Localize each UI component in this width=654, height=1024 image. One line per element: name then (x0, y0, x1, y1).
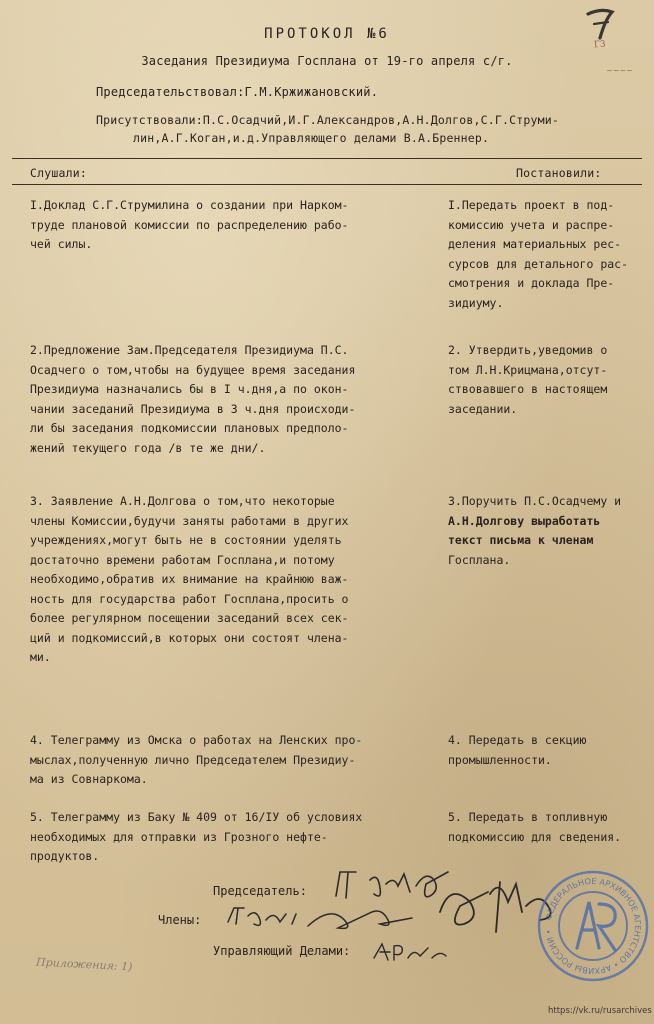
text-line: продуктов. (30, 849, 100, 863)
column-decided-header: Постановили: (516, 166, 602, 180)
item-1-heard (30, 196, 349, 255)
text-line: необходимых для отправки из Грозного нефте- (30, 829, 328, 844)
text-line: сурсов для детального рас- (448, 256, 629, 271)
present-line-2: лин,А.Г.Коган,и.д.Управляющего делами В.А.Бреннер. (133, 131, 490, 145)
text-line: смотрения и доклада Пре- (448, 276, 615, 290)
text-line: 5. Телеграмму из Баку № 409 от 16/IУ об условиях (30, 810, 363, 824)
item-2-decided (448, 341, 607, 419)
members-label: Члены: (158, 913, 202, 927)
text-line: 2.Предложение Зам.Председателя Президиума П.С. (30, 343, 349, 357)
text-line: члены Комиссии,будучи заняты работами в других (30, 513, 349, 528)
pencil-mark-2: ~~~~ (606, 66, 633, 75)
protocol-subtitle: Заседания Президиума Госплана от 19-го апреля с/г. (141, 54, 513, 68)
manager-signature (370, 938, 450, 966)
text-line: чании заседаний Президиума в 3 ч.дня происходи- (30, 401, 356, 416)
archive-stamp-logo (537, 870, 649, 982)
text-line: заседании. (448, 401, 518, 416)
column-heard-header: Слушали: (30, 166, 87, 180)
text-line: I.Передать проект в под- (448, 198, 615, 212)
text-line: Осадчего о том,чтобы на будущее время заседания (30, 362, 356, 377)
divider-top (12, 158, 642, 159)
text-line: 4. Передать в секцию (448, 733, 587, 747)
text-line: ма из Совнаркома. (30, 772, 148, 786)
text-line: 5. Передать в топливную (448, 810, 608, 824)
protocol-title: ПРОТОКОЛ №6 (264, 26, 390, 42)
item-4-heard (30, 731, 362, 790)
text-line: деления материальных рес- (448, 237, 622, 251)
text-line: жений текущего года /в те же дни/. (30, 440, 266, 455)
text-line: чей силы. (30, 237, 93, 251)
chairman-line: Председательствовал:Г.М.Кржижановский. (96, 85, 379, 99)
text-line: 3.Поручить П.С.Осадчему и (448, 494, 622, 508)
text-line: комиссию учета и распре- (448, 217, 615, 232)
text-line: ность для государства работ Госплана,просить о (30, 591, 349, 606)
text-line: учреждениях,могут быть не в состоянии уделять (30, 533, 342, 547)
item-3-heard (30, 492, 349, 668)
text-line: 3. Заявление А.Н.Долгова о том,что некоторые (30, 494, 335, 508)
text-line: труде плановой комиссии по распределению рабо- (30, 217, 349, 232)
present-line-1: Присутствовали:П.С.Осадчий,И.Г.Александров,А.Н.Долгов,С.Г.Струми- (96, 113, 560, 127)
text-line: том Л.Н.Крицмана,отсут- (448, 362, 608, 377)
text-line: А.Н.Долгову выработать (448, 513, 601, 528)
item-3-decided (448, 492, 621, 570)
text-line: подкомиссию для сведения. (448, 829, 622, 844)
text-line: Президиума назначались бы в I ч.дня,а по окон- (30, 382, 349, 396)
text-line: 4. Телеграмму из Омска о работах на Ленских про- (30, 733, 363, 747)
attachment-note: Приложения: 1) (35, 955, 133, 974)
item-4-decided (448, 731, 586, 770)
manager-label: Управляющий Делами: (213, 944, 351, 958)
pencil-mark: Г3 (593, 39, 607, 51)
text-line: ми. (30, 650, 51, 664)
text-line: достаточно времени работам Госплана,и потому (30, 552, 335, 567)
item-5-heard (30, 808, 362, 867)
divider-header (12, 184, 642, 185)
text-line: Госплана. (448, 552, 511, 567)
text-line: промышленности. (448, 752, 552, 767)
text-line: ствовавшего в настоящем (448, 382, 608, 396)
text-line: ли бы заседания подкомиссии плановых предполо- (30, 421, 349, 435)
svg-text:ФЕДЕРАЛЬНОЕ АРХИВНОЕ АГЕНТСТВО: ФЕДЕРАЛЬНОЕ АРХИВНОЕ АГЕНТСТВО • АРХИВЫ РОССИИ • (543, 875, 644, 977)
members-signatures (222, 900, 422, 934)
text-line: I.Доклад С.Г.Струмилина о создании при Нарком- (30, 198, 349, 212)
item-1-decided (448, 196, 628, 313)
text-line: зидиуму. (448, 295, 504, 310)
text-line: мыслах,полученную лично Председателем Президиу- (30, 752, 356, 767)
chairman-label: Председатель: (213, 884, 307, 898)
item-2-heard (30, 341, 355, 458)
text-line: необходимо,обратив их внимание на крайнюю важ- (30, 572, 349, 586)
footer-url: https://vk.ru/rusarchives (548, 1006, 652, 1016)
text-line: 2. Утвердить,уведомив о (448, 343, 608, 357)
text-line: текст письма к членам (448, 533, 594, 547)
text-line: ций и подкомиссий,в которых они состоят члена- (30, 630, 349, 645)
text-line: более регулярном посещении заседаний всех сек- (30, 611, 349, 625)
item-5-decided (448, 808, 621, 847)
